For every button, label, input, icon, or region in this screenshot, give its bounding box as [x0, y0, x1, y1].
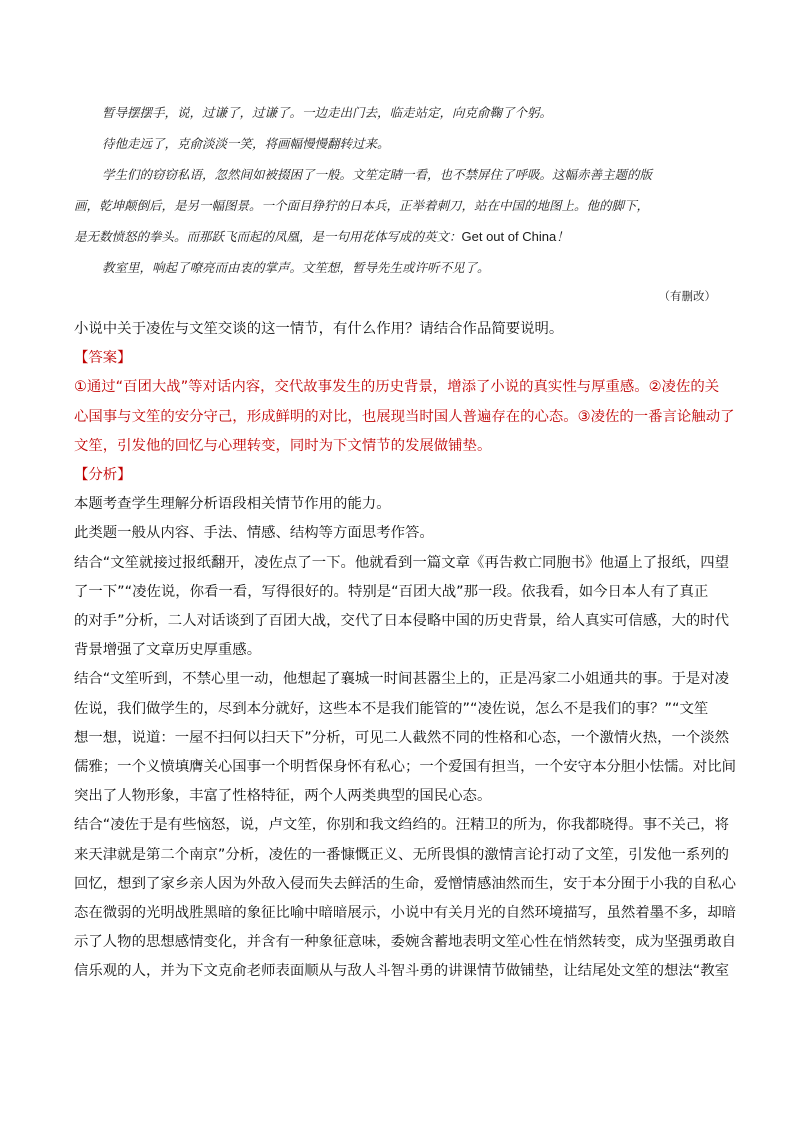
analysis-line: 儒雅；一个义愤填膺关心国事一个明哲保身怀有私心；一个爱国有担当，一个安守本分胆小怯懦。对比间 — [74, 759, 736, 776]
analysis-line: 示了人物的思想感情变化，并含有一种象征意味，委婉含蓄地表明文笙心性在悄然转变，成为坚强勇敢自 — [74, 934, 736, 951]
analysis-line: 背景增强了文章历史厚重感。 — [74, 642, 262, 659]
analysis-line: 佐说，我们做学生的，尽到本分就好，这些本不是我们能管的”“凌佐说，怎么不是我们的事？”“文笙 — [74, 700, 709, 717]
analysis-line: 结合“文笙听到，不禁心里一动，他想起了襄城一时间甚嚣尘上的，正是冯家二小姐通共的事。于是对凌 — [74, 671, 730, 688]
story-excerpt — [74, 97, 722, 283]
story-paragraph-continued: 画，乾坤颠倒后，是另一幅图景。一个面目狰狞的日本兵，正举着刺刀，站在中国的地图上。他的脚下， — [74, 198, 650, 213]
analysis-line: 本题考查学生理解分析语段相关情节作用的能力。 — [74, 496, 391, 513]
story-text: 是无数愤怒的拳头。而那跃飞而起的凤凰，是一句用花体写成的英文： — [74, 229, 462, 244]
story-paragraph-continued — [74, 221, 722, 252]
story-paragraph: 暂导摆摆手，说，过谦了，过谦了。一边走出门去，临走站定，向克俞鞠了个躬。 — [102, 105, 553, 120]
story-paragraph: 教室里，响起了嘹亮而由衷的掌声。文笙想，暂导先生或许听不见了。 — [102, 260, 490, 275]
analysis-line: 结合“文笙就接过报纸翻开，凌佐点了一下。他就看到一篇文章《再告救亡同胞书》他逼上了报纸，四望 — [74, 554, 730, 571]
analysis-line: 想一想，说道：一屋不扫何以扫天下”分析，可见二人截然不同的性格和心态，一个激情火热，一个淡然 — [74, 729, 730, 746]
story-paragraph: 待他走远了，克俞淡淡一笑，将画幅慢慢翻转过来。 — [102, 136, 390, 151]
analysis-line: 突出了人物形象，丰富了性格特征，两个人两类典型的国民心态。 — [74, 788, 492, 805]
analysis-line: 的对手”分析，二人对话谈到了百团大战，交代了日本侵略中国的历史背景，给人真实可信感，大的时代 — [74, 613, 730, 630]
answer-heading: 【答案】 — [74, 350, 132, 367]
analysis-line: 态在微弱的光明战胜黑暗的象征比喻中暗暗展示，小说中有关月光的自然环境描写，虽然着墨不多，却暗 — [74, 905, 736, 922]
answer-line: ①通过“百团大战”等对话内容，交代故事发生的历史背景，增添了小说的真实性与厚重感。②凌佐的关 — [74, 379, 720, 396]
answer-line: 文笙，引发他的回忆与心理转变，同时为下文情节的发展做铺垫。 — [74, 437, 492, 454]
answer-line: 心国事与文笙的安分守己，形成鲜明的对比，也展现当时国人普遍存在的心态。③凌佐的一番言论触动了 — [74, 408, 735, 425]
analysis-line: 回忆，想到了家乡亲人因为外敌入侵而失去鲜活的生命，爱憎情感油然而生，安于本分囿于小我的自私心 — [74, 875, 736, 892]
analysis-line: 信乐观的人，并为下文克俞老师表面顺从与敌人斗智斗勇的讲课情节做铺垫，让结尾处文笙的想法“教室 — [74, 963, 730, 980]
analysis-heading: 【分析】 — [74, 467, 132, 484]
analysis-line: 了一下”“凌佐说，你看一看，写得很好的。特别是“百团大战”那一段。依我看，如今日本人有了真正 — [74, 583, 709, 600]
source-note: （有删改） — [658, 289, 716, 303]
analysis-line: 此类题一般从内容、手法、情感、结构等方面思考作答。 — [74, 525, 434, 542]
question-text: 小说中关于凌佐与文笙交谈的这一情节，有什么作用？请结合作品简要说明。 — [74, 321, 564, 337]
story-paragraph: 学生们的窃窃私语，忽然间如被掇困了一般。文笙定睛一看，也不禁屏住了呼吸。这幅赤善主题的版 — [102, 167, 653, 182]
story-text: ！ — [556, 229, 569, 244]
analysis-line: 来天津就是第二个南京”分析，凌佐的一番慷慨正义、无所畏惧的激情言论打动了文笙，引发他一系列的 — [74, 846, 730, 863]
analysis-line: 结合“凌佐于是有些恼怒，说，卢文笙，你别和我文绉绉的。汪精卫的所为，你我都晓得。事不关己，将 — [74, 817, 730, 834]
story-english-phrase: Get out of China — [461, 229, 557, 244]
question-and-answer — [74, 315, 736, 987]
